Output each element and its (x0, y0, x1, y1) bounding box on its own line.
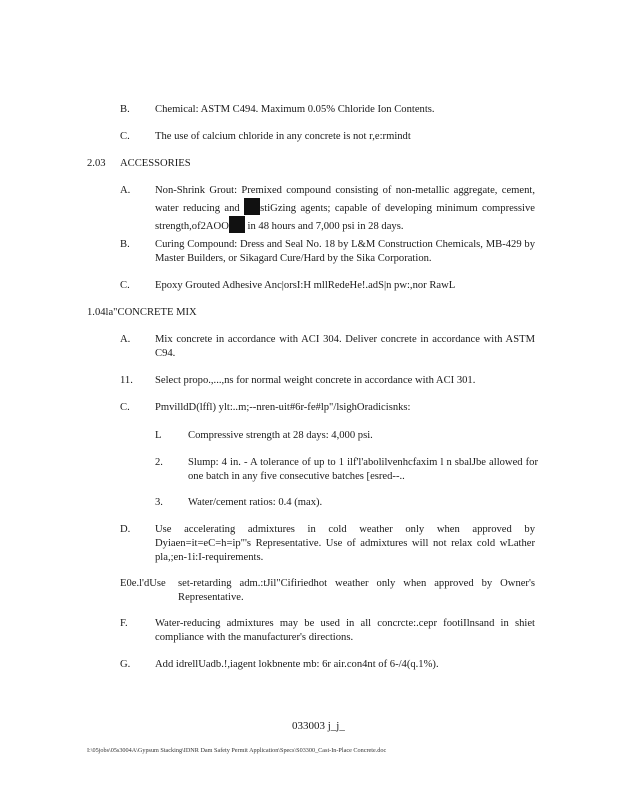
mix-f-text: Water-reducing admixtures may be used in all concrcte:.cepr footiIlnsand in shiet compliance with the manufacturer's directions. (155, 618, 535, 643)
mix-f-label: F. (120, 618, 128, 629)
accessory-b-text: Curing Compound: Dress and Seal No. 18 by L&M Construction Chemicals, MB-429 by Master Builders, or Sikagard Cure/Hard by the Sika Corporation. (155, 239, 535, 264)
mix-a-text: Mix concrete in accordance with ACI 304. Deliver concrete in accordance with ASTM C94. (155, 334, 535, 359)
accessory-a-text-part2: stiGzing agents; capable of developing minimum compressive strength,of2AOO (155, 202, 535, 232)
mix-c-label: C. (120, 402, 130, 413)
redaction-mark-2 (229, 216, 245, 233)
mix-sub3-label: 3. (155, 497, 163, 508)
accessory-a-text-part1: Non-Shrink Grout: Premixed compound consisting of non-metallic aggregate, cement, water reducing and (155, 185, 535, 214)
section-title: ACCESSORIES (120, 158, 191, 169)
mix-sub2-label: 2. (155, 457, 163, 468)
section-header-concrete-mix: 1.04la"CONCRETE MIX (87, 307, 197, 318)
item-b-label: B. (120, 104, 130, 115)
accessory-a-label: A. (120, 185, 131, 196)
accessory-a-text (155, 184, 535, 233)
mix-sub2-text: Slump: 4 in. - A tolerance of up to 1 ilf'l'abolilvenhcfaxim l n sbalJbe allowed for one batch in any five consecutive batches [esred--.. (188, 457, 538, 482)
mix-e-label: E0e.l'dUse (120, 578, 166, 589)
mix-d-label: D. (120, 524, 131, 535)
mix-sub1-label: L (155, 430, 162, 441)
redaction-mark (244, 198, 260, 215)
mix-e-text: set-retarding adm.:tJil"Cifiriedhot weather only when approved by Owner's Representative. (178, 578, 535, 603)
accessory-c-label: C. (120, 280, 130, 291)
item-c-text: The use of calcium chloride in any concrete is not r,e:rmindt (155, 131, 411, 142)
accessory-b-label: B. (120, 239, 130, 250)
accessory-c-text: Epoxy Grouted Adhesive Anc|orsI:H mllRedeHe!.adS|n pw:,nor RawL (155, 280, 456, 291)
section-number: 2.03 (87, 158, 106, 169)
mix-a-label: A. (120, 334, 131, 345)
mix-g-text: Add idrellUadb.!,iagent lokbnente mb: 6r air.con4nt of 6-/4(q.1%). (155, 659, 439, 670)
mix-sub3-text: Water/cement ratios: 0.4 (max). (188, 497, 323, 508)
mix-sub1-text: Compressive strength at 28 days: 4,000 psi. (188, 430, 373, 441)
mix-g-label: G. (120, 659, 131, 670)
mix-d-text: Use accelerating admixtures in cold weather only when approved by Dyiaen=it=eC=h=ip"'s Representative. Use of admixtures will not relax cold wLather pla,;en-1i:I-requirements. (155, 524, 535, 563)
item-b-text: Chemical: ASTM C494. Maximum 0.05% Chloride Ion Contents. (155, 104, 435, 115)
mix-c-text: PmvilldD(lffl) ylt:..m;--nren-uit#6r-fe#lp"/lsighOradicisnks: (155, 402, 411, 413)
file-path: I:\05jobs\05s3004A\Gypsum Stacking\IDNR Dam Safety Permit Application\Specs\S03300_Cast-In-Place Concrete.doc (87, 747, 387, 754)
item-c-label: C. (120, 131, 130, 142)
mix-b-label: 11. (120, 375, 133, 386)
mix-b-text: Select propo.,...,ns for normal weight concrete in accordance with ACI 301. (155, 375, 476, 386)
page-number: 033003 j_j_ (292, 720, 345, 732)
accessory-a-text-part3: in 48 hours and 7,000 psi in 28 days. (247, 220, 404, 232)
